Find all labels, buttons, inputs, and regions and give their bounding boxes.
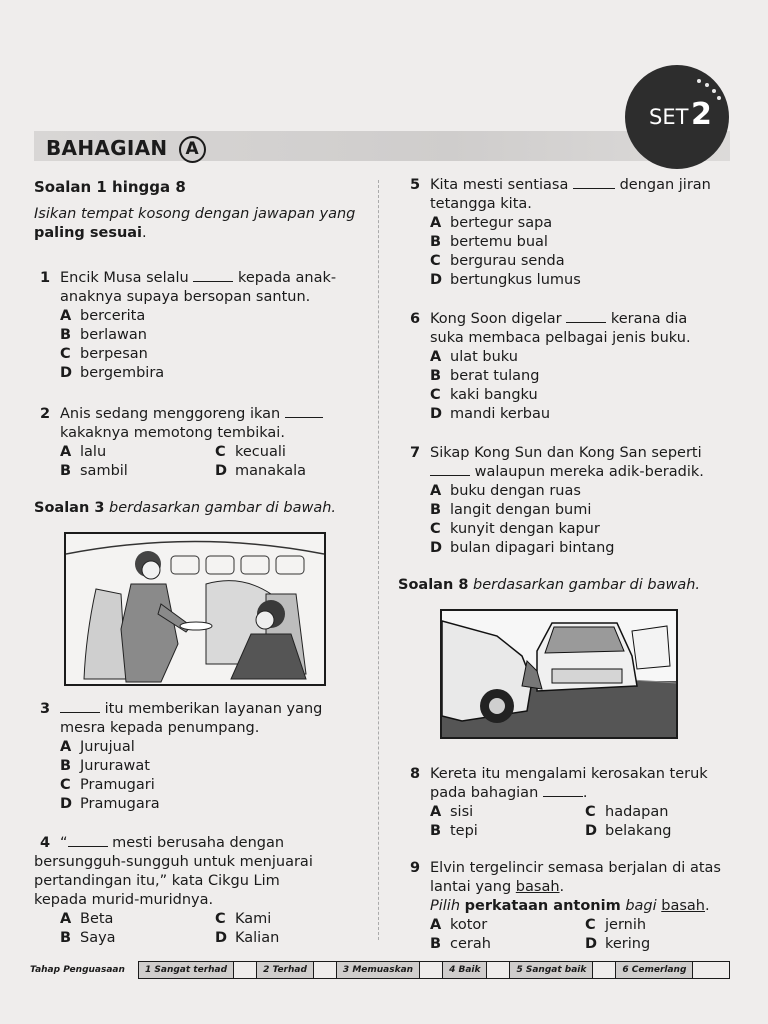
option-d[interactable] (585, 822, 735, 841)
option-c[interactable] (60, 345, 369, 364)
level-name: 4 Baik (443, 962, 487, 978)
option-letter: B (60, 463, 72, 479)
question-text: suka membaca pelbagai jenis buku. (430, 330, 691, 346)
option-b[interactable] (430, 935, 585, 954)
option-letter: B (430, 234, 442, 250)
question-text: Sikap Kong Sun dan Kong San seperti (430, 445, 702, 461)
caption-bold: Soalan 3 (34, 500, 105, 516)
mastery-level-bar (30, 960, 730, 980)
answer-blank (573, 177, 615, 189)
option-letter: B (60, 327, 72, 343)
level-5[interactable] (510, 962, 616, 978)
question-text: pada bahagian (430, 785, 539, 801)
question-9 (404, 859, 734, 954)
question-text: kepada anak- (237, 270, 337, 286)
car-crash-illustration (440, 609, 678, 739)
option-letter: D (430, 406, 443, 422)
option-letter: A (60, 739, 72, 755)
option-a[interactable] (430, 348, 734, 367)
option-letter: A (60, 444, 72, 460)
question-text: pertandingan itu,” kata Cikgu Lim (34, 873, 280, 889)
answer-blank (566, 311, 606, 323)
option-letter: C (430, 253, 441, 269)
stewardess-serving-image (66, 534, 324, 684)
question-text: . (559, 879, 565, 895)
question-number: 3 (40, 701, 51, 717)
option-b[interactable] (430, 822, 585, 841)
level-name: 1 Sangat terhad (139, 962, 234, 978)
option-c[interactable] (430, 252, 734, 271)
level-name: 5 Sangat baik (510, 962, 593, 978)
option-letter: A (60, 308, 72, 324)
option-text: Saya (80, 930, 116, 946)
answer-blank (430, 464, 470, 476)
option-text: bulan dipagari bintang (450, 540, 615, 556)
option-text: jernih (605, 917, 647, 933)
level-checkbox[interactable] (420, 962, 442, 978)
option-letter: A (430, 917, 442, 933)
option-letter: C (430, 521, 441, 537)
level-3[interactable] (337, 962, 443, 978)
option-d[interactable] (430, 539, 734, 558)
question-3 (34, 700, 369, 814)
question-text: mesti berusaha dengan (112, 835, 285, 851)
option-text: hadapan (605, 804, 669, 820)
level-4[interactable] (443, 962, 510, 978)
question-4 (34, 834, 369, 948)
question-text: itu memberikan layanan yang (104, 701, 323, 717)
option-letter: B (430, 502, 442, 518)
option-letter: A (60, 911, 72, 927)
option-a[interactable] (60, 738, 369, 757)
option-text: sambil (80, 463, 128, 479)
question-text: Pilih (430, 898, 461, 914)
level-checkbox[interactable] (693, 962, 715, 978)
option-a[interactable] (60, 443, 215, 462)
caption-bold: Soalan 8 (398, 577, 469, 593)
badge-dot (697, 79, 701, 83)
question-text: . (705, 898, 710, 914)
instruction-end: . (142, 225, 147, 241)
option-text: sisi (450, 804, 474, 820)
option-d[interactable] (60, 364, 369, 383)
question-text: bersungguh-sungguh untuk menjuarai (34, 854, 313, 870)
question-text: Elvin tergelincir semasa berjalan di atas (430, 860, 721, 876)
answer-blank (68, 835, 108, 847)
level-2[interactable] (257, 962, 337, 978)
question-text: dengan jiran (619, 177, 711, 193)
set-label: SET (649, 105, 689, 129)
option-text: bertegur sapa (450, 215, 553, 231)
option-text: Beta (80, 911, 114, 927)
option-letter: D (430, 540, 443, 556)
target-word: basah (661, 898, 705, 914)
question-text: bagi (625, 898, 657, 914)
option-b[interactable] (60, 929, 215, 948)
question-number: 6 (410, 311, 421, 327)
option-letter: D (60, 365, 73, 381)
question-number: 1 (40, 270, 51, 286)
option-letter: C (60, 777, 71, 793)
level-name: 2 Terhad (257, 962, 314, 978)
option-c[interactable] (585, 916, 735, 935)
instruction (34, 205, 369, 243)
right-column (398, 176, 734, 954)
set-number: 2 (691, 97, 712, 132)
level-checkbox[interactable] (234, 962, 256, 978)
option-c[interactable] (60, 776, 369, 795)
option-letter: C (215, 444, 226, 460)
level-name: 3 Memuaskan (337, 962, 420, 978)
question-text: Kereta itu mengalami kerosakan teruk (430, 766, 708, 782)
option-text: bergurau senda (450, 253, 565, 269)
question-text: kerana dia (610, 311, 688, 327)
option-a[interactable] (430, 214, 734, 233)
level-name: 6 Cemerlang (616, 962, 693, 978)
answer-blank (60, 701, 100, 713)
option-letter: A (430, 804, 442, 820)
level-checkbox[interactable] (593, 962, 615, 978)
question-text: anaknya supaya bersopan santun. (60, 289, 311, 305)
badge-dot (705, 83, 709, 87)
option-b[interactable] (60, 462, 215, 481)
badge-dot (717, 96, 721, 100)
option-b[interactable] (60, 326, 369, 345)
column-divider (378, 180, 379, 940)
option-d[interactable] (215, 462, 365, 481)
option-text: berat tulang (450, 368, 540, 384)
option-text: buku dengan ruas (450, 483, 581, 499)
question-6 (404, 310, 734, 424)
option-b[interactable] (60, 757, 369, 776)
option-text: cerah (450, 936, 491, 952)
level-checkbox[interactable] (314, 962, 336, 978)
option-text: langit dengan bumi (450, 502, 592, 518)
option-text: Kalian (235, 930, 280, 946)
question-text: tetangga kita. (430, 196, 532, 212)
option-text: tepi (450, 823, 478, 839)
question-7 (404, 444, 734, 558)
option-letter: D (60, 796, 73, 812)
question-number: 9 (410, 860, 421, 876)
option-letter: B (430, 823, 442, 839)
option-text: belakang (605, 823, 672, 839)
option-letter: C (60, 346, 71, 362)
option-text: kering (605, 936, 651, 952)
option-c[interactable] (430, 386, 734, 405)
option-letter: D (430, 272, 443, 288)
option-text: Jurujual (80, 739, 135, 755)
question-text: . (582, 785, 588, 801)
answer-blank (543, 785, 583, 797)
caption-italic: berdasarkan gambar di bawah. (109, 500, 337, 516)
option-a[interactable] (60, 910, 215, 929)
option-d[interactable] (585, 935, 735, 954)
question-number: 7 (410, 445, 421, 461)
option-c[interactable] (215, 910, 365, 929)
question-text: Anis sedang menggoreng ikan (60, 406, 281, 422)
target-word: basah (515, 879, 560, 895)
option-text: mandi kerbau (450, 406, 551, 422)
option-text: Jururawat (80, 758, 150, 774)
caption-italic: berdasarkan gambar di bawah. (473, 577, 701, 593)
instruction-bold: paling sesuai (34, 225, 143, 241)
question-number: 8 (410, 766, 421, 782)
option-text: berlawan (80, 327, 147, 343)
question-number: 4 (40, 835, 51, 851)
question-text: mesra kepada penumpang. (60, 720, 260, 736)
option-d[interactable] (60, 795, 369, 814)
question-text: Kita mesti sentiasa (430, 177, 569, 193)
option-text: kunyit dengan kapur (450, 521, 600, 537)
badge-dot (712, 89, 716, 93)
question-text: Encik Musa selalu (60, 270, 189, 286)
option-letter: D (585, 823, 598, 839)
option-b[interactable] (430, 367, 734, 386)
question-number: 2 (40, 406, 51, 422)
section-heading (46, 136, 206, 163)
section-title: BAHAGIAN (46, 136, 168, 160)
option-a[interactable] (430, 803, 585, 822)
option-letter: A (430, 215, 442, 231)
option-letter: B (60, 758, 72, 774)
option-letter: C (585, 804, 596, 820)
option-text: berpesan (80, 346, 148, 362)
option-letter: D (585, 936, 598, 952)
airplane-illustration (64, 532, 326, 686)
option-letter: C (430, 387, 441, 403)
option-letter: A (430, 483, 442, 499)
level-checkbox[interactable] (487, 962, 509, 978)
option-text: Pramugari (80, 777, 155, 793)
option-text: manakala (235, 463, 307, 479)
option-c[interactable] (430, 520, 734, 539)
level-6[interactable] (616, 962, 715, 978)
option-text: lalu (80, 444, 107, 460)
set-badge (625, 65, 729, 169)
level-1[interactable] (139, 962, 257, 978)
question-text: lantai yang (430, 879, 512, 895)
option-text: bergembira (80, 365, 165, 381)
option-d[interactable] (430, 405, 734, 424)
option-text: Pramugara (80, 796, 160, 812)
option-text: kaki bangku (450, 387, 538, 403)
option-a[interactable] (430, 482, 734, 501)
option-a[interactable] (60, 307, 369, 326)
question-2 (34, 405, 369, 481)
question-text: Kong Soon digelar (430, 311, 562, 327)
soalan-heading: Soalan 1 hingga 8 (34, 178, 186, 196)
instruction-text: Isikan tempat kosong dengan jawapan yang (34, 206, 356, 222)
question-text: kakaknya memotong tembikai. (60, 425, 285, 441)
option-text: bertemu bual (450, 234, 548, 250)
option-text: ulat buku (450, 349, 518, 365)
option-c[interactable] (215, 443, 365, 462)
option-text: Kami (235, 911, 272, 927)
option-a[interactable] (430, 916, 585, 935)
option-text: bercerita (80, 308, 146, 324)
option-d[interactable] (215, 929, 365, 948)
answer-blank (193, 270, 233, 282)
option-letter: D (215, 930, 228, 946)
picture-caption (34, 499, 369, 518)
section-letter: A (179, 136, 206, 163)
car-crash-image (442, 611, 676, 737)
option-text: kotor (450, 917, 488, 933)
option-d[interactable] (430, 271, 734, 290)
question-number: 5 (410, 177, 421, 193)
mastery-label: Tahap Penguasaan (30, 965, 125, 975)
option-letter: A (430, 349, 442, 365)
option-text: bertungkus lumus (450, 272, 581, 288)
picture-caption (398, 576, 734, 595)
question-1 (34, 269, 369, 383)
question-8 (404, 765, 734, 841)
option-c[interactable] (585, 803, 735, 822)
option-letter: B (430, 368, 442, 384)
left-column (34, 178, 369, 948)
question-text: walaupun mereka adik-beradik. (474, 464, 704, 480)
quote-mark: “ (60, 835, 68, 851)
option-letter: B (430, 936, 442, 952)
question-text: kepada murid-muridnya. (34, 892, 214, 908)
question-5 (404, 176, 734, 290)
option-letter: C (215, 911, 226, 927)
option-b[interactable] (430, 233, 734, 252)
option-letter: B (60, 930, 72, 946)
question-text: perkataan antonim (464, 898, 621, 914)
option-b[interactable] (430, 501, 734, 520)
option-letter: D (215, 463, 228, 479)
mastery-scale (138, 961, 730, 979)
answer-blank (285, 406, 323, 418)
option-text: kecuali (235, 444, 286, 460)
option-letter: C (585, 917, 596, 933)
